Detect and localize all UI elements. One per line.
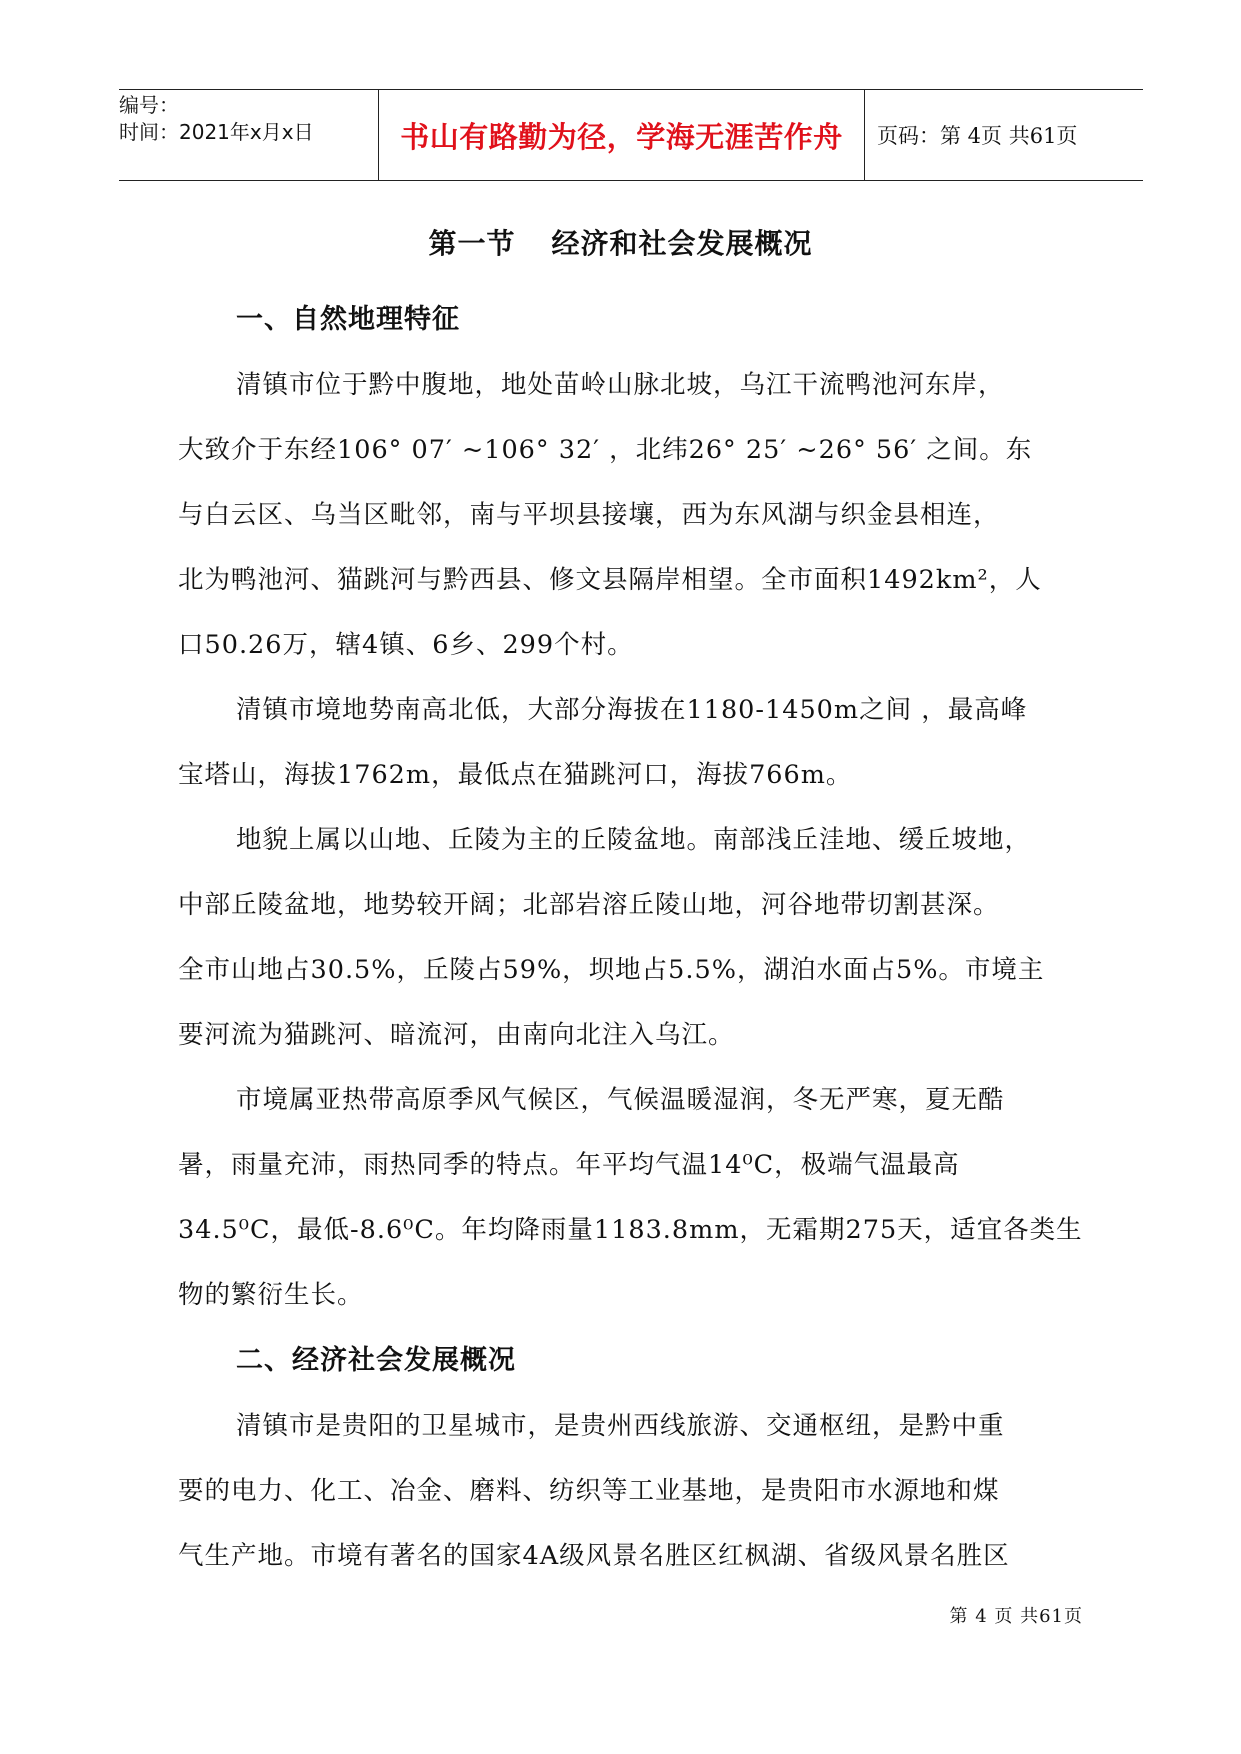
section-title bbox=[0, 222, 1241, 262]
text-line: 市境属亚热带高原季风气候区，气候温暖湿润，冬无严寒，夏无酷 bbox=[236, 1085, 1005, 1115]
text-line: 清镇市位于黔中腹地，地处苗岭山脉北坡，乌江干流鸭池河东岸， bbox=[236, 370, 1005, 400]
text-line: 要河流为猫跳河、暗流河，由南向北注入乌江。 bbox=[178, 1020, 735, 1050]
section-number: 第一节 bbox=[428, 227, 516, 260]
text-line: 口50.26万，辖4镇、6乡、299个村。 bbox=[178, 630, 634, 660]
paragraph-location bbox=[178, 353, 1090, 678]
text-line: 与白云区、乌当区毗邻，南与平坝县接壤，西为东风湖与织金县相连， bbox=[178, 500, 1000, 530]
subsection-heading-natural-geography: 一、自然地理特征 bbox=[236, 304, 460, 335]
text-line: 暑，雨量充沛，雨热同季的特点。年平均气温14⁰C，极端气温最高 bbox=[178, 1150, 960, 1180]
text-line: 要的电力、化工、冶金、磨料、纺织等工业基地，是贵阳市水源地和煤 bbox=[178, 1476, 1000, 1506]
document-body bbox=[178, 287, 1090, 1589]
header-page-code: 页码：第 4页 共61页 bbox=[877, 124, 1078, 148]
text-line: 地貌上属以山地、丘陵为主的丘陵盆地。南部浅丘洼地、缓丘坡地， bbox=[236, 825, 1032, 855]
text-line: 清镇市是贵阳的卫星城市，是贵州西线旅游、交通枢纽，是黔中重 bbox=[236, 1411, 1005, 1441]
paragraph-climate bbox=[178, 1068, 1090, 1328]
text-line: 大致介于东经106° 07′ ~106° 32′ ，北纬26° 25′ ~26° 56′ 之间。东 bbox=[178, 435, 1033, 465]
section-name: 经济和社会发展概况 bbox=[551, 227, 813, 260]
header-meta-cell bbox=[119, 90, 379, 180]
page-footer: 第 4 页 共61页 bbox=[949, 1606, 1083, 1627]
text-line: 气生产地。市境有著名的国家4A级风景名胜区红枫湖、省级风景名胜区 bbox=[178, 1541, 1010, 1571]
header-motto: 书山有路勤为径，学海无涯苦作舟 bbox=[400, 119, 843, 154]
text-line: 清镇市境地势南高北低，大部分海拔在1180-1450m之间 ，最高峰 bbox=[236, 695, 1028, 725]
document-header bbox=[119, 89, 1143, 181]
text-line: 物的繁衍生长。 bbox=[178, 1280, 364, 1310]
subsection-heading-economy: 二、经济社会发展概况 bbox=[236, 1345, 516, 1376]
text-line: 宝塔山，海拔1762m，最低点在猫跳河口，海拔766m。 bbox=[178, 760, 853, 790]
text-line: 全市山地占30.5%，丘陵占59%，坝地占5.5%，湖泊水面占5%。市境主 bbox=[178, 955, 1045, 985]
text-line: 34.5⁰C，最低-8.6⁰C。年均降雨量1183.8mm，无霜期275天，适宜各类生 bbox=[178, 1215, 1083, 1245]
text-line: 北为鸭池河、猫跳河与黔西县、修文县隔岸相望。全市面积1492km²，人 bbox=[178, 565, 1042, 595]
document-time-label: 时间：2021年x月x日 bbox=[119, 120, 314, 144]
text-line: 中部丘陵盆地，地势较开阔；北部岩溶丘陵山地，河谷地带切割甚深。 bbox=[178, 890, 1000, 920]
header-page-cell bbox=[865, 90, 1143, 180]
paragraph-terrain bbox=[178, 678, 1090, 808]
paragraph-landform bbox=[178, 808, 1090, 1068]
paragraph-economy bbox=[178, 1394, 1090, 1589]
header-motto-cell bbox=[379, 90, 865, 180]
document-number-label: 编号： bbox=[119, 93, 179, 117]
